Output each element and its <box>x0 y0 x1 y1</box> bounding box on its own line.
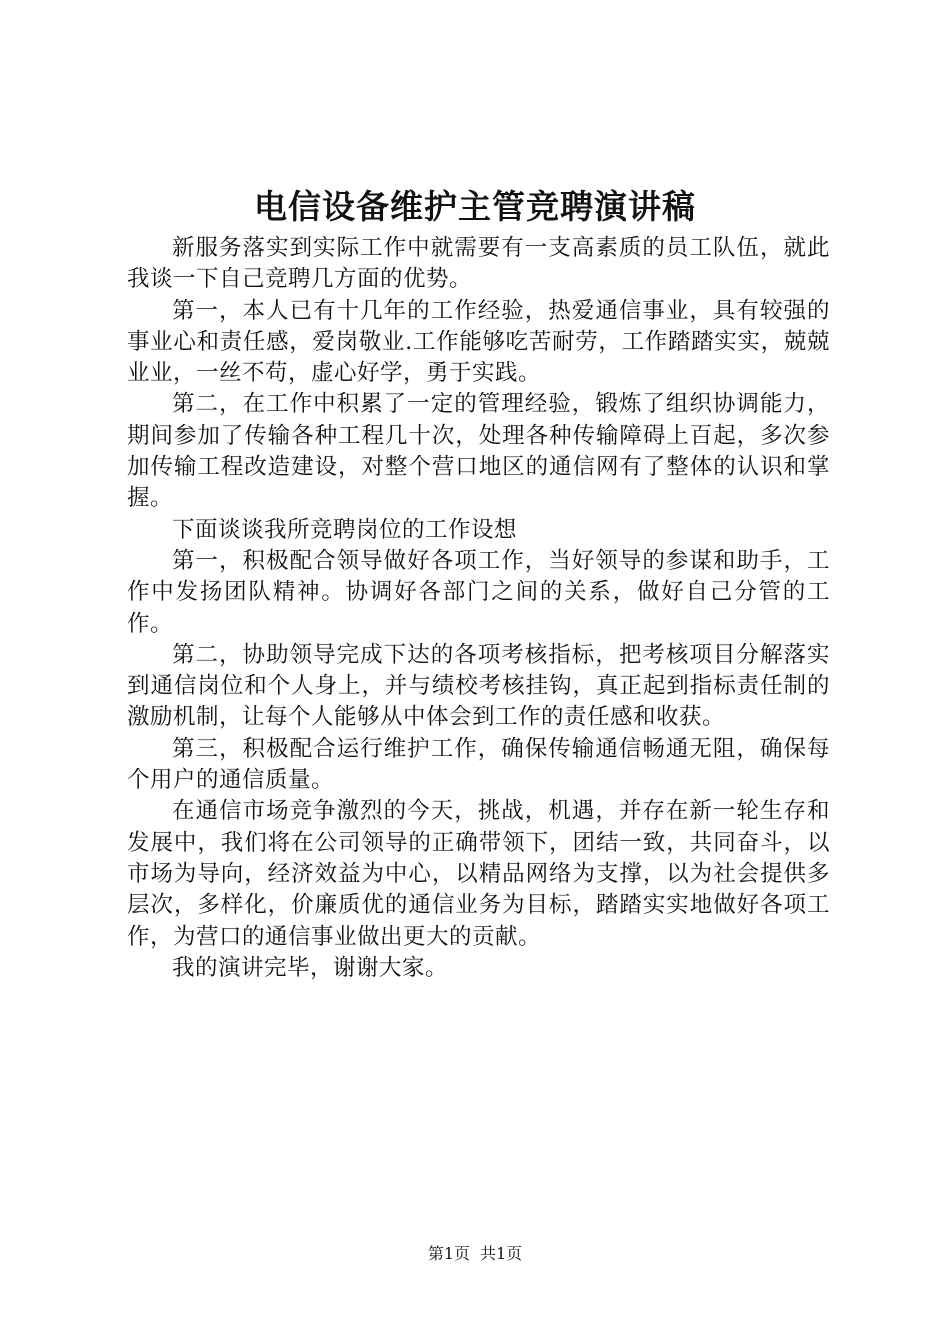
paragraph-conclusion: 在通信市场竞争激烈的今天，挑战，机遇，并存在新一轮生存和发展中，我们将在公司领导的正确带领下，团结一致，共同奋斗，以市场为导向，经济效益为中心，以精品网络为支撑，以为社会提供多层次，多样化，价廉质优的通信业务为目标，踏踏实实地做好各项工作，为营口的通信事业做出更大的贡献。 <box>127 798 830 950</box>
paragraph-plan-3: 第三，积极配合运行维护工作，确保传输通信畅通无阻，确保每个用户的通信质量。 <box>127 735 830 794</box>
paragraph-plan-heading: 下面谈谈我所竞聘岗位的工作设想 <box>172 516 518 543</box>
paragraph-plan-2: 第二，协助领导完成下达的各项考核指标，把考核项目分解落实到通信岗位和个人身上，并与绩校考核挂钩，真正起到指标责任制的激励机制，让每个人能够从中体会到工作的责任感和收获。 <box>127 641 830 731</box>
document-title: 电信设备维护主管竞聘演讲稿 <box>254 187 696 226</box>
page-footer <box>0 1243 950 1265</box>
paragraph-intro: 新服务落实到实际工作中就需要有一支高素质的员工队伍，就此我谈一下自己竞聘几方面的优势。 <box>127 235 830 293</box>
page-number-current: 第1页 <box>427 1244 470 1263</box>
paragraph-advantage-2: 第二，在工作中积累了一定的管理经验，锻炼了组织协调能力，期间参加了传输各种工程几十次，处理各种传输障碍上百起，多次参加传输工程改造建设，对整个营口地区的通信网有了整体的认识和掌握。 <box>127 391 830 512</box>
paragraph-advantage-1: 第一，本人已有十几年的工作经验，热爱通信事业，具有较强的事业心和责任感，爱岗敬业.工作能够吃苦耐劳，工作踏踏实实，兢兢业业，一丝不苟，虚心好学，勇于实践。 <box>127 297 830 387</box>
paragraph-closing: 我的演讲完毕，谢谢大家。 <box>172 954 449 981</box>
page-number-total: 共1页 <box>480 1244 523 1263</box>
paragraph-plan-1: 第一，积极配合领导做好各项工作，当好领导的参谋和助手，工作中发扬团队精神。协调好各部门之间的关系，做好自己分管的工作。 <box>127 547 830 637</box>
document-body <box>127 233 830 984</box>
